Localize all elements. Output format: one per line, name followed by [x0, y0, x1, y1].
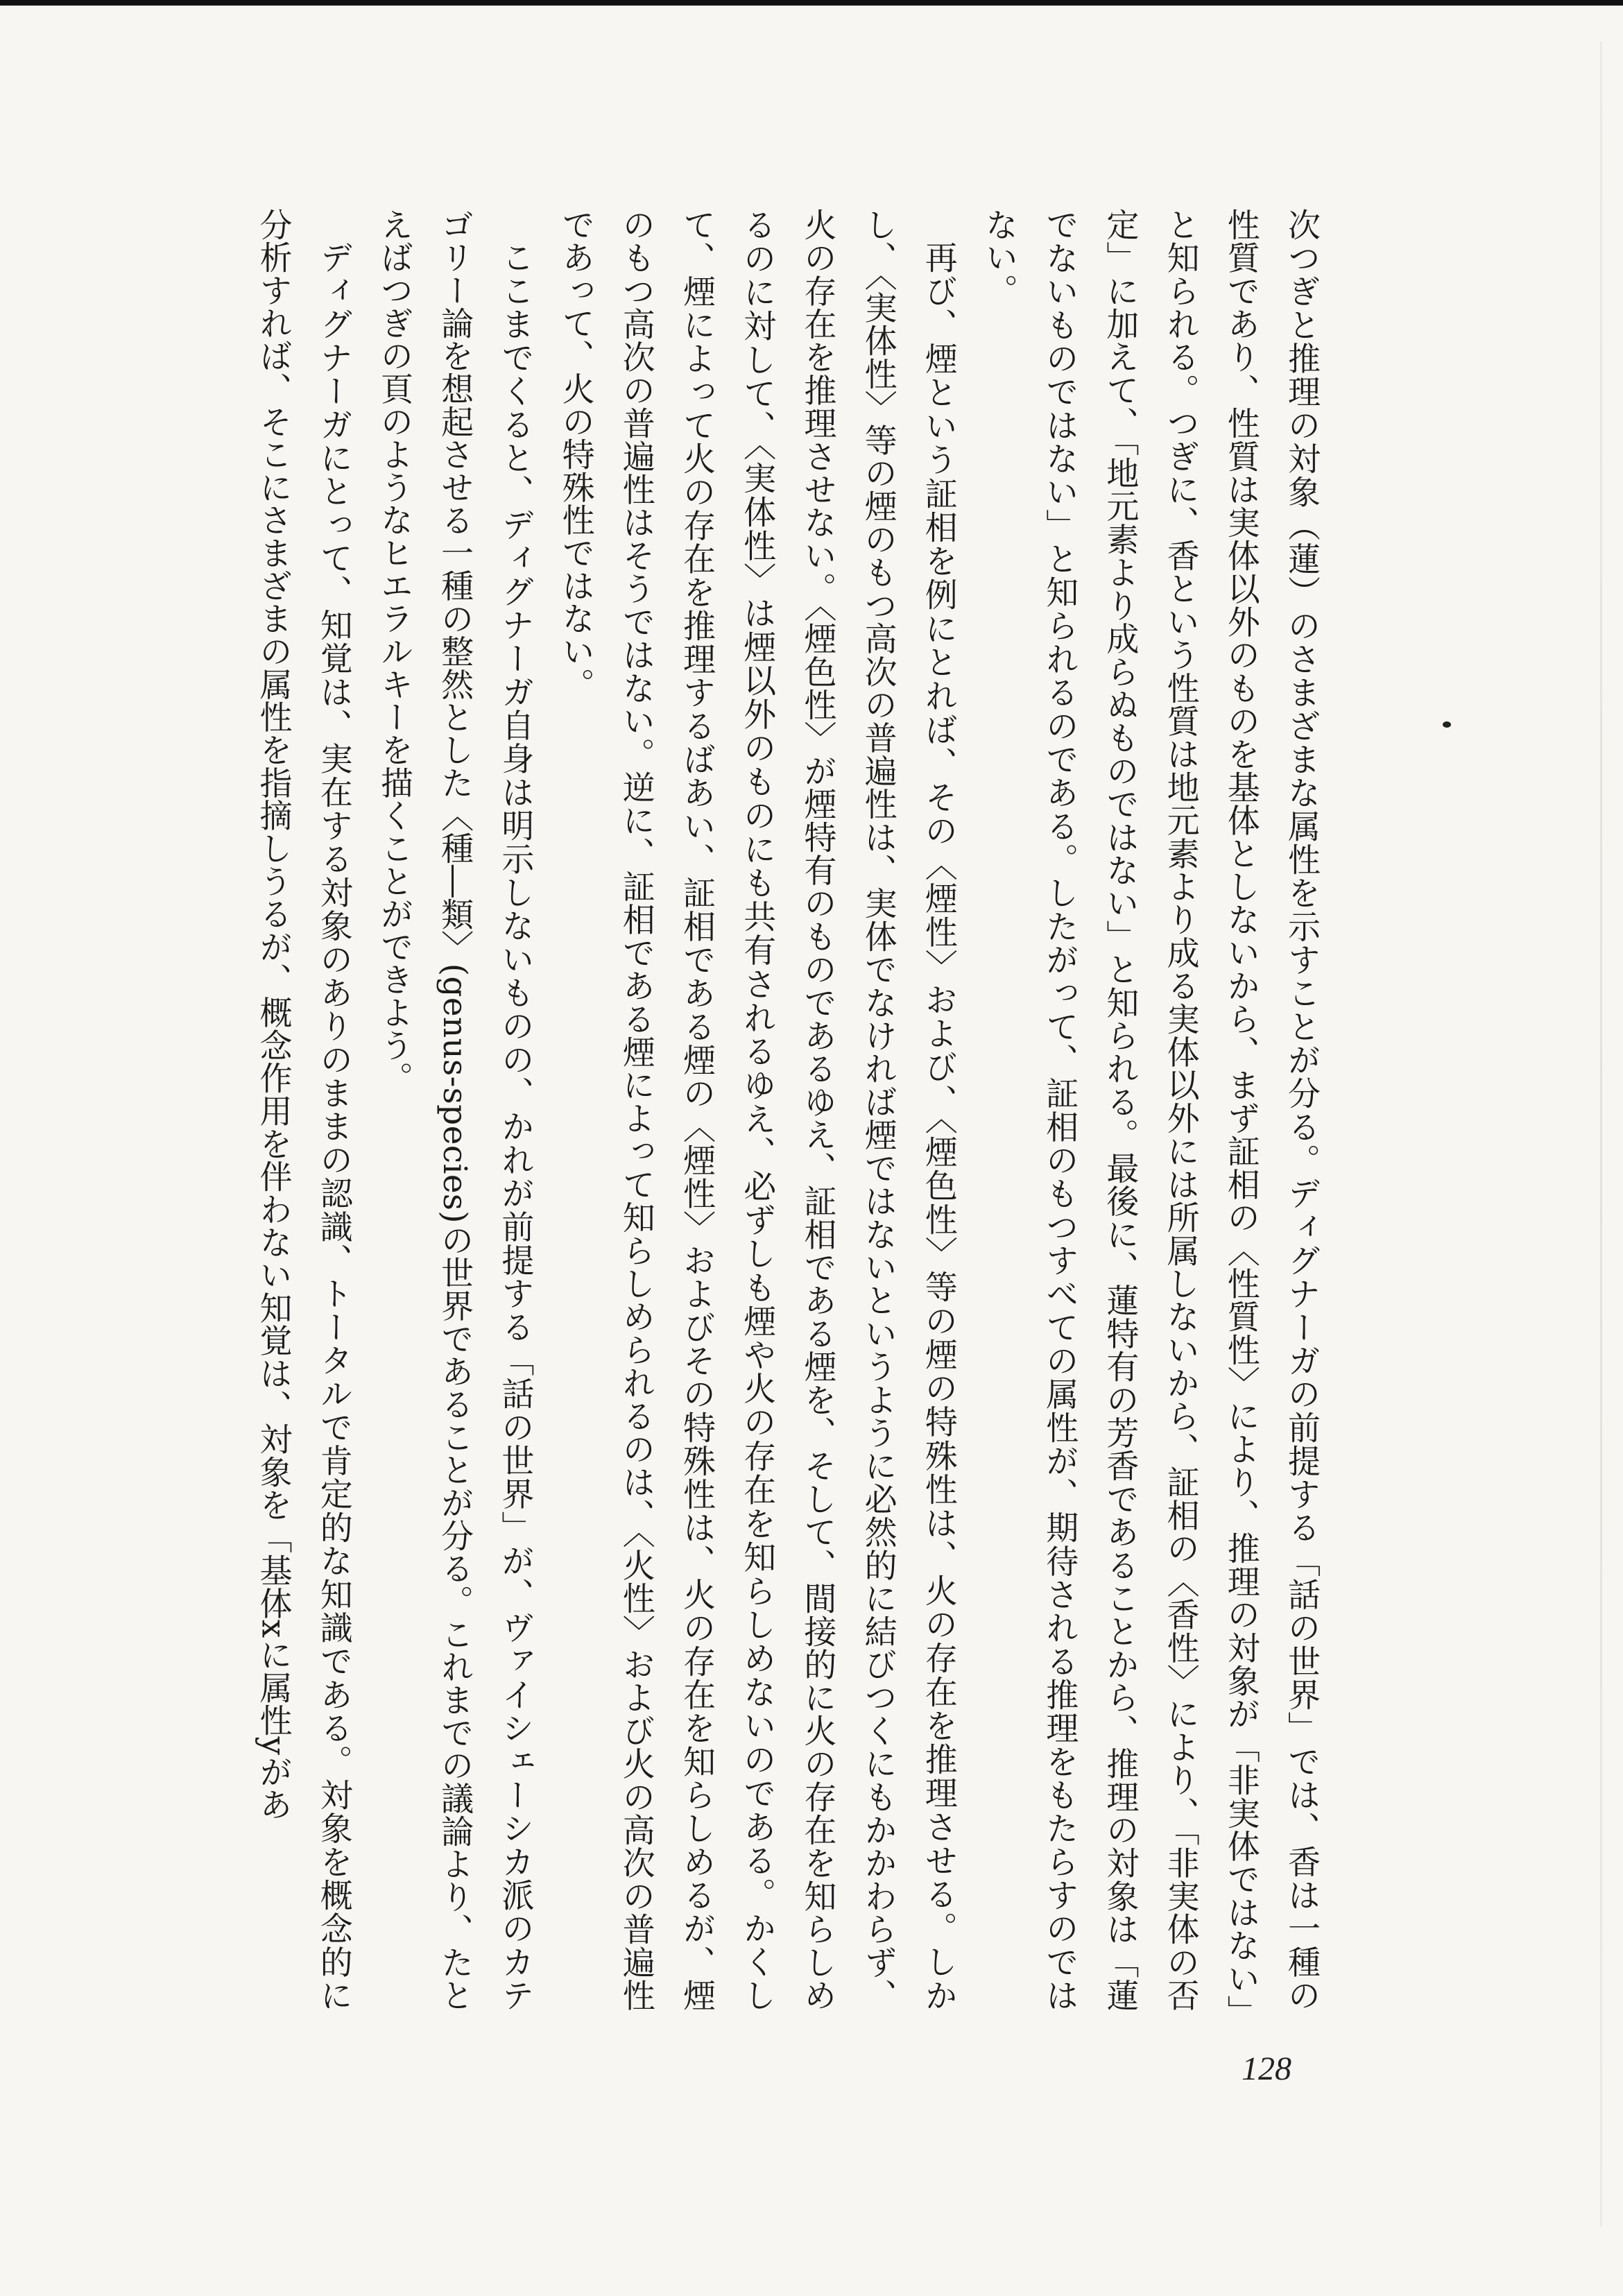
- paragraph-3: ここまでくると、ディグナーガ自身は明示しないものの、かれが前提する「話の世界」が、ヴァイシェーシカ派のカテゴリー論を想起させる一種の整然とした〈種―類〉(genus-species)の世界であることが分る。これまでの議論より、たとえばつぎの頁のようなヒエラルキーを描くことができよう。: [375, 208, 535, 2012]
- paragraph-4: ディグナーガにとって、知覚は、実在する対象のありのままの認識、トータルで肯定的な知識である。対象を概念的に分析すれば、そこにさまざまの属性を指摘しうるが、概念作用を伴わない知覚は、対象を「基体xに属性yがあ: [254, 208, 353, 2012]
- page-number: 128: [1242, 2050, 1291, 2087]
- paragraph-1: 次つぎと推理の対象（蓮）のさまざまな属性を示すことが分る。ディグナーガの前提する「話の世界」では、香は一種の性質であり、性質は実体以外のものを基体としないから、まず証相の〈性質性〉により、推理の対象が「非実体ではない」と知られる。つぎに、香という性質は地元素より成る実体以外には所属しないから、証相の〈香性〉により、「非実体の否定」に加えて、「地元素より成らぬものではない」と知られる。最後に、蓮特有の芳香であることから、推理の対象は「蓮でないものではない」と知られるのである。したがって、証相のもつすべての属性が、期待される推理をもたらすのではない。: [979, 208, 1321, 2012]
- scan-right-shadow: [1600, 42, 1602, 2227]
- vertical-text-body: [194, 208, 1332, 2012]
- scan-top-edge: [0, 0, 1623, 6]
- paragraph-2: 再び、煙という証相を例にとれば、その〈煙性〉および、〈煙色性〉等の煙の特殊性は、火の存在を推理させる。しかし、〈実体性〉等の煙のもつ高次の普遍性は、実体でなければ煙ではないというように必然的に結びつくにもかかわらず、火の存在を推理させない。〈煙色性〉が煙特有のものであるゆえ、証相である煙を、そして、間接的に火の存在を知らしめるのに対して、〈実体性〉は煙以外のものにも共有されるゆえ、必ずしも煙や火の存在を知らしめないのである。かくして、煙によって火の存在を推理するばあい、証相である煙の〈煙性〉およびその特殊性は、火の存在を知らしめるが、煙のもつ高次の普遍性はそうではない。逆に、証相である煙によって知らしめられるのは、〈火性〉および火の高次の普遍性であって、火の特殊性ではない。: [556, 208, 958, 2012]
- ink-speck: [1443, 721, 1451, 728]
